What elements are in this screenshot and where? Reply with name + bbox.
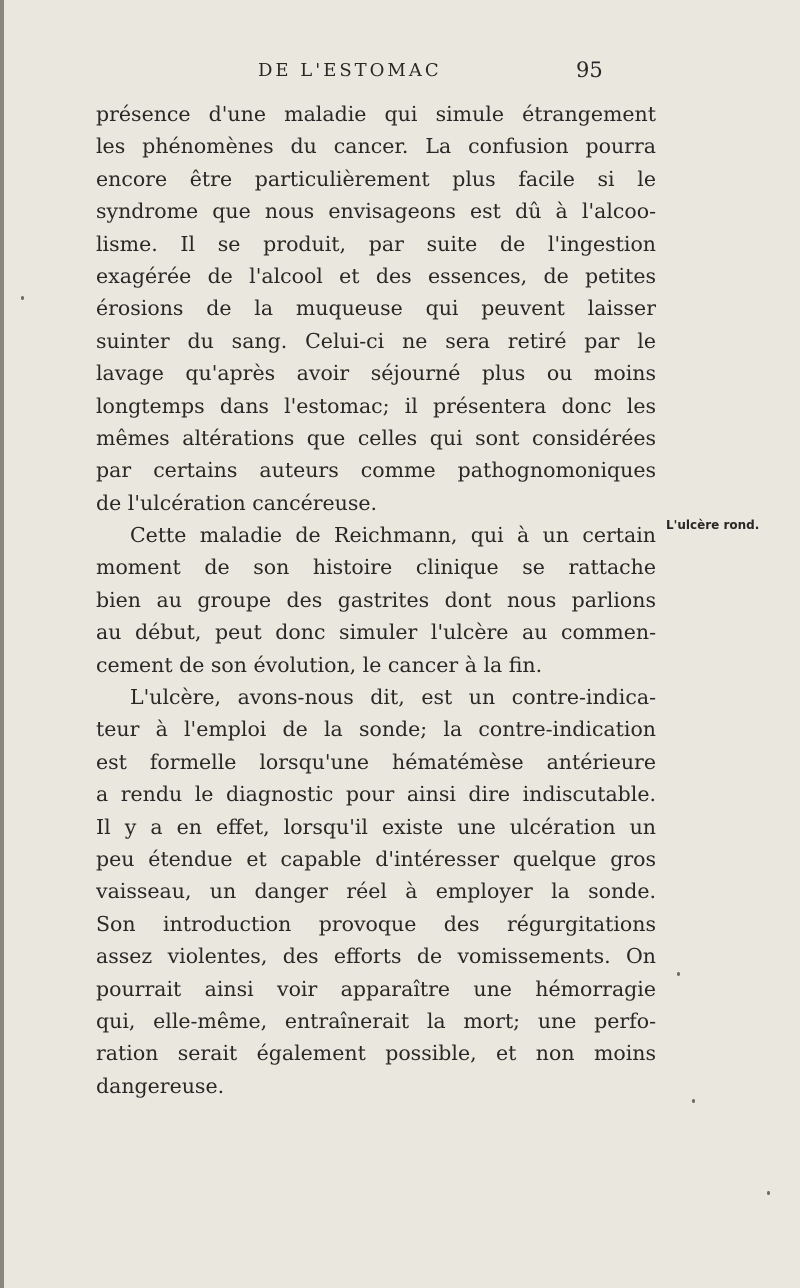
text-line: vaisseau, un danger réel à employer la sonde. — [96, 879, 656, 904]
text-line: teur à l'emploi de la sonde; la contre-indication — [96, 717, 656, 742]
paper-speck — [692, 1099, 695, 1103]
text-line: longtemps dans l'estomac; il présentera donc les — [96, 393, 656, 418]
text-line: encore être particulièrement plus facile si le — [96, 166, 656, 191]
text-line: lisme. Il se produit, par suite de l'ingestion — [96, 231, 656, 256]
margin-note: L'ulcère rond. — [666, 518, 760, 532]
text-line: assez violentes, des efforts de vomissements. On — [96, 944, 656, 969]
page-number: 95 — [576, 58, 603, 82]
paragraph-end-line: dangereuse. — [96, 1073, 225, 1098]
text-line: pourrait ainsi voir apparaître une hémorragie — [96, 976, 656, 1001]
paragraph-end-line: cement de son évolution, le cancer à la fin. — [96, 652, 543, 677]
text-line: Son introduction provoque des régurgitations — [96, 911, 656, 936]
text-line: suinter du sang. Celui-ci ne sera retiré par le — [96, 328, 656, 353]
text-line: moment de son histoire clinique se rattache — [96, 555, 656, 580]
text-line: Il y a en effet, lorsqu'il existe une ulcération un — [96, 814, 656, 839]
text-line: par certains auteurs comme pathognomoniques — [96, 458, 656, 483]
text-line: syndrome que nous envisageons est dû à l'alcoo- — [96, 199, 656, 224]
paragraph-first-line: L'ulcère, avons-nous dit, est un contre-indica- — [130, 685, 656, 710]
text-line: bien au groupe des gastrites dont nous parlions — [96, 587, 656, 612]
running-head: DE L'ESTOMAC — [258, 60, 442, 81]
paper-speck — [767, 1191, 770, 1195]
text-line: au début, peut donc simuler l'ulcère au commen- — [96, 620, 656, 645]
text-line: lavage qu'après avoir séjourné plus ou moins — [96, 361, 656, 386]
text-line: peu étendue et capable d'intéresser quelque gros — [96, 846, 656, 871]
body-text — [96, 98, 656, 1102]
text-line: érosions de la muqueuse qui peuvent laisser — [96, 296, 656, 321]
paragraph-end-line: de l'ulcération cancéreuse. — [96, 490, 378, 515]
text-line: mêmes altérations que celles qui sont considérées — [96, 425, 656, 450]
text-line: les phénomènes du cancer. La confusion pourra — [96, 134, 656, 159]
text-line: exagérée de l'alcool et des essences, de petites — [96, 263, 656, 288]
text-line: qui, elle-même, entraînerait la mort; une perfo- — [96, 1008, 656, 1033]
paragraph-first-line: Cette maladie de Reichmann, qui à un certain — [130, 523, 656, 548]
text-line: ration serait également possible, et non moins — [96, 1041, 656, 1066]
page-edge-shadow — [0, 0, 4, 1288]
text-line: présence d'une maladie qui simule étrangement — [96, 102, 656, 126]
text-line: est formelle lorsqu'une hématémèse antérieure — [96, 749, 656, 774]
text-line: a rendu le diagnostic pour ainsi dire indiscutable. — [96, 782, 656, 807]
paper-speck — [677, 972, 680, 976]
paper-speck — [21, 296, 24, 300]
